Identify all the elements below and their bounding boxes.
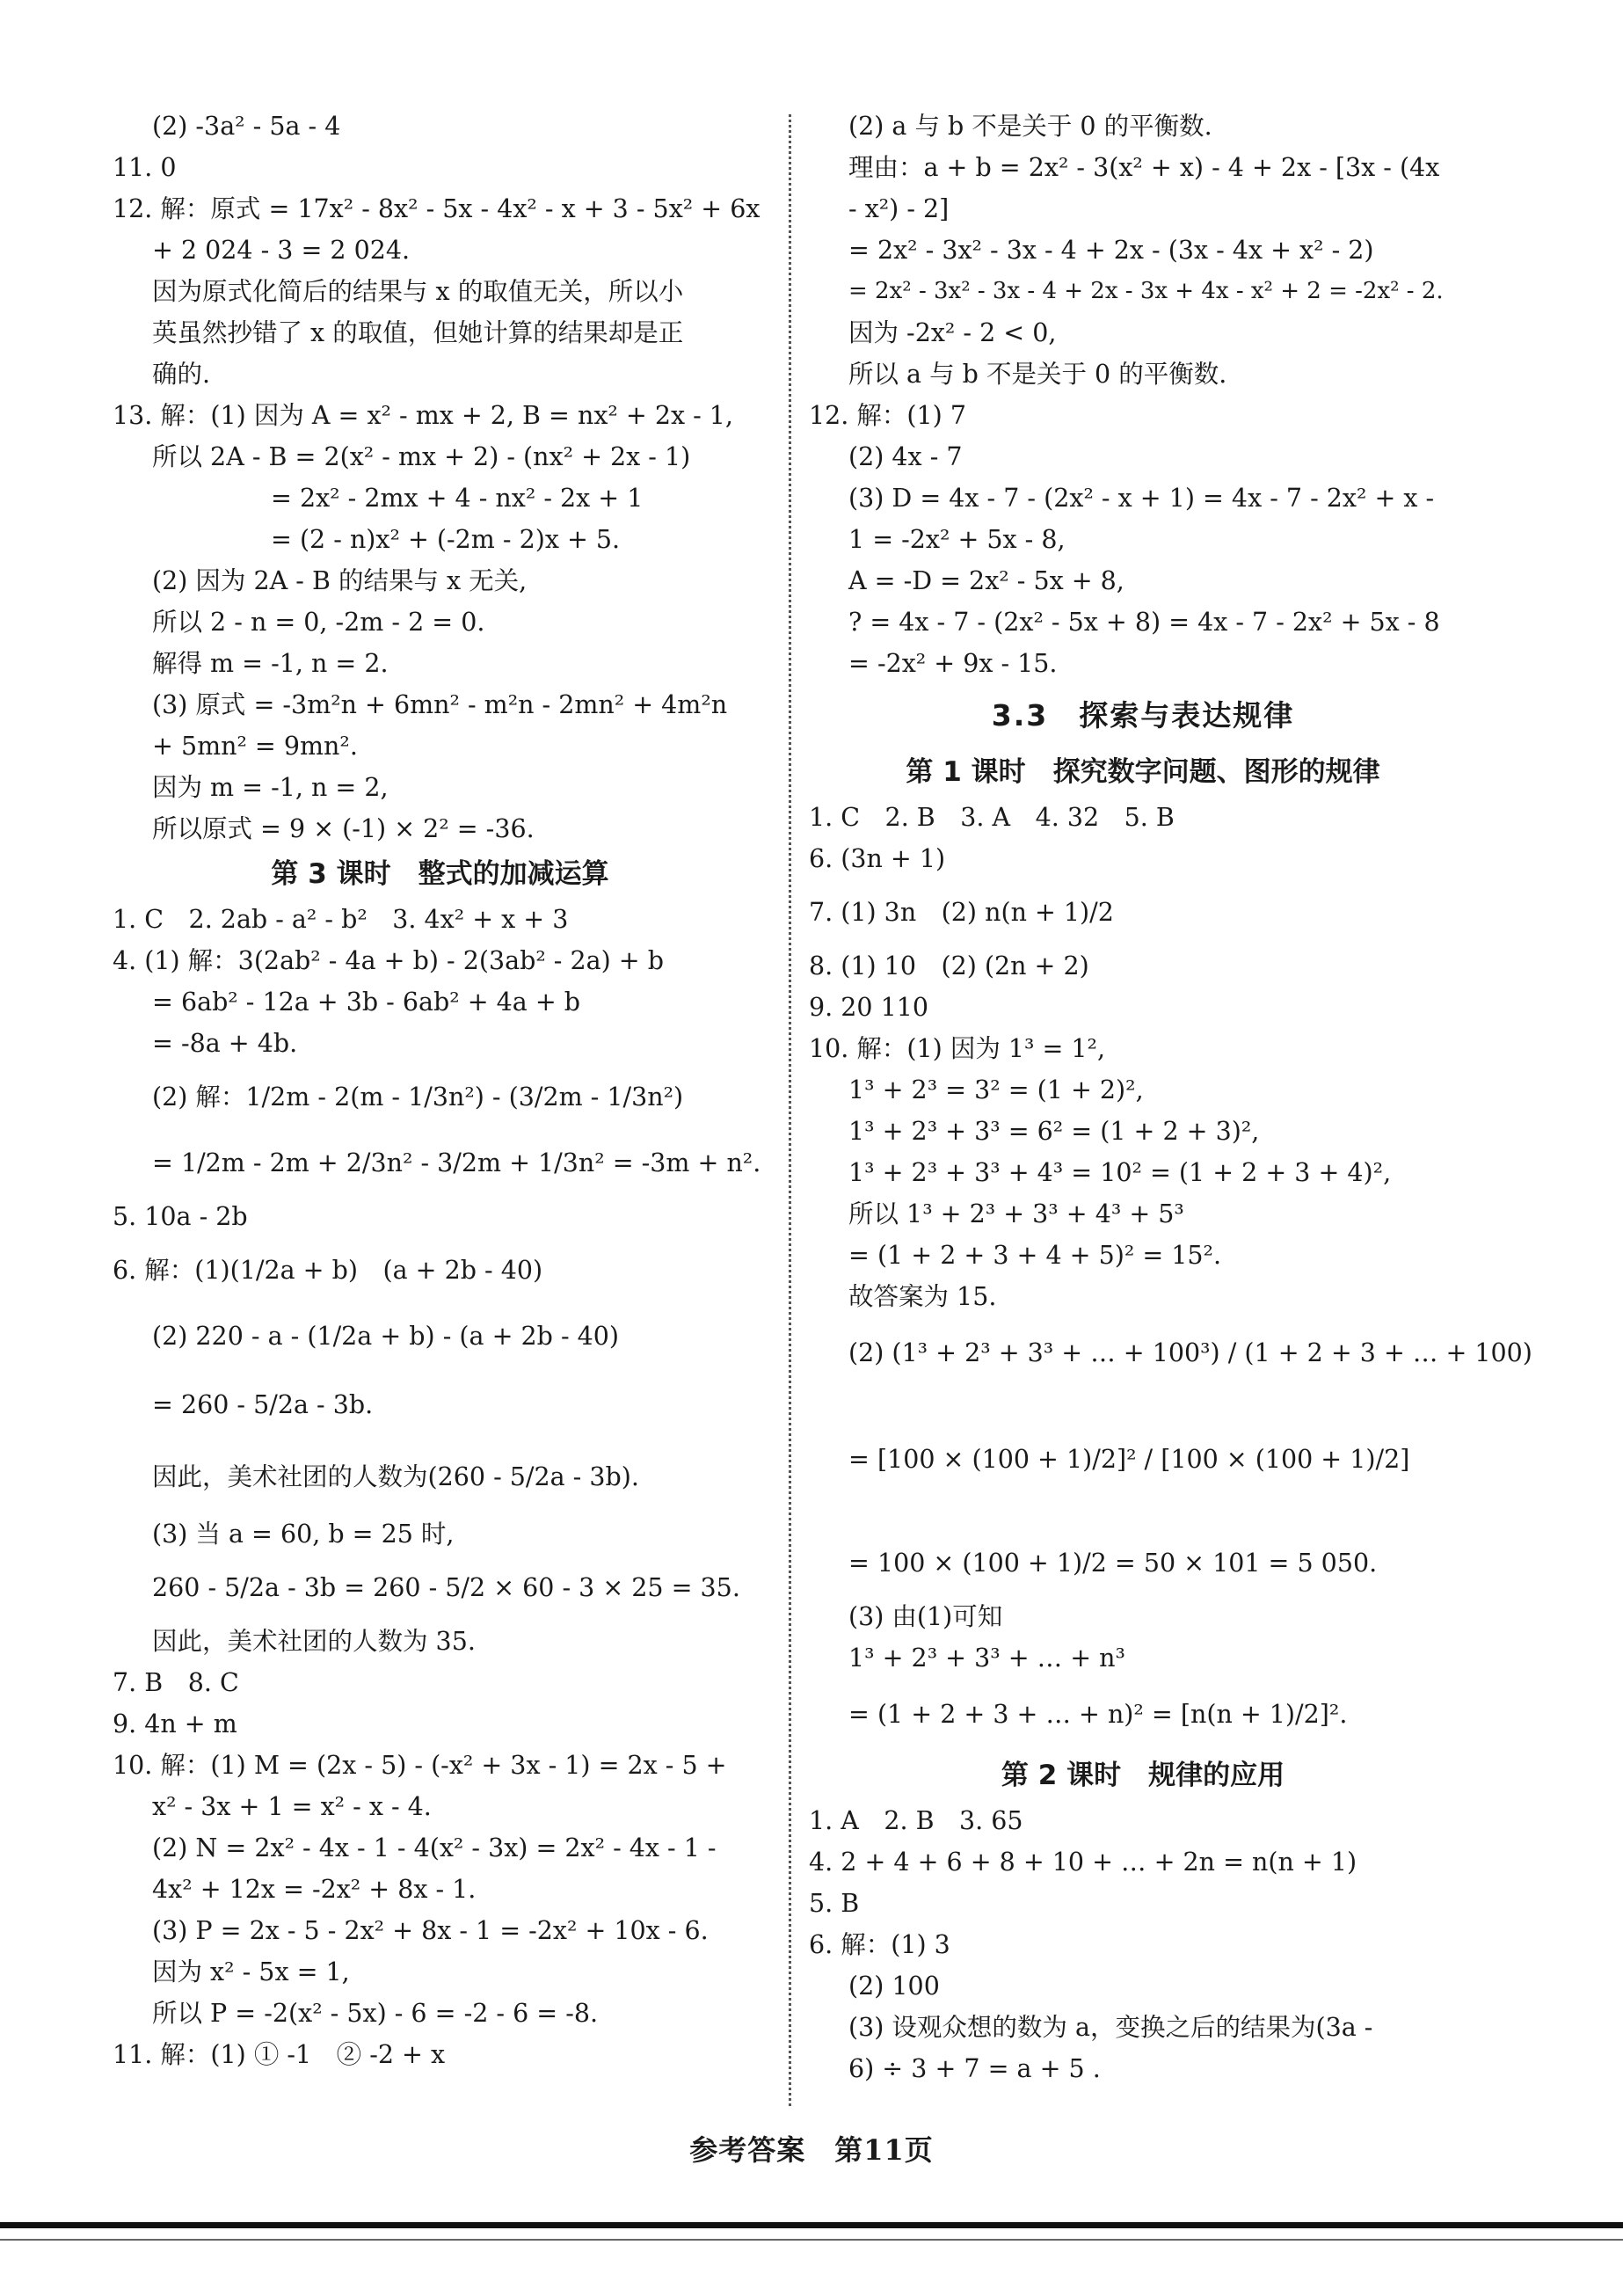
text-line: 6. 解：(1)(1/2a + b) (a + 2b - 40)	[113, 1256, 543, 1285]
page-footer: 参考答案 第11页	[689, 2133, 934, 2167]
text-line: 所以原式 = 9 × (-1) × 2² = -36.	[152, 814, 535, 843]
left-column	[113, 106, 768, 2075]
text-line: (3) 原式 = -3m²n + 6mn² - m²n - 2mn² + 4m²n	[152, 690, 728, 719]
text-line: 1³ + 2³ + 3³ + 4³ = 10² = (1 + 2 + 3 + 4)²,	[848, 1158, 1392, 1187]
text-line: (2) (1³ + 2³ + 3³ + … + 100³) / (1 + 2 + 3 + … + 100)	[848, 1338, 1532, 1367]
text-line: 1. C 2. 2ab - a² - b² 3. 4x² + x + 3	[113, 905, 569, 934]
text-line: (3) 设观众想的数为 a，变换之后的结果为(3a -	[848, 2013, 1373, 2042]
text-line: (2) N = 2x² - 4x - 1 - 4(x² - 3x) = 2x² - 4x - 1 -	[152, 1833, 717, 1862]
text-line: 1³ + 2³ + 3³ = 6² = (1 + 2 + 3)²,	[848, 1117, 1260, 1146]
text-line: 所以 a 与 b 不是关于 0 的平衡数.	[848, 360, 1227, 389]
text-line: = -8a + 4b.	[152, 1029, 298, 1058]
bottom-rule	[0, 2222, 1623, 2228]
section-heading: 3.3 探索与表达规律	[991, 698, 1295, 733]
text-line: (2) -3a² - 5a - 4	[152, 112, 341, 141]
text-line: 10. 解：(1) 因为 1³ = 1²,	[809, 1034, 1106, 1063]
right-column	[809, 106, 1532, 2089]
lesson-heading: 第 1 课时 探究数字问题、图形的规律	[906, 756, 1380, 788]
text-line: 确的.	[152, 360, 211, 389]
text-line: (2) 解：1/2m - 2(m - 1/3n²) - (3/2m - 1/3n²)	[152, 1082, 684, 1112]
text-line: 8. (1) 10 (2) (2n + 2)	[809, 951, 1089, 980]
text-line: = [100 × (100 + 1)/2]² / [100 × (100 + 1)/2]	[848, 1445, 1410, 1474]
text-line: 11. 0	[113, 153, 177, 182]
text-line: (3) P = 2x - 5 - 2x² + 8x - 1 = -2x² + 10x - 6.	[152, 1916, 709, 1945]
text-line: 4x² + 12x = -2x² + 8x - 1.	[152, 1875, 477, 1904]
text-line: 12. 解：原式 = 17x² - 8x² - 5x - 4x² - x + 3 - 5x² + 6x	[113, 194, 761, 223]
text-line: = 1/2m - 2m + 2/3n² - 3/2m + 1/3n² = -3m + n².	[152, 1148, 761, 1177]
text-line: 1³ + 2³ = 3² = (1 + 2)²,	[848, 1075, 1144, 1104]
text-line: 7. B 8. C	[113, 1668, 239, 1697]
text-line: 11. 解：(1) ① -1 ② -2 + x	[113, 2040, 446, 2069]
text-line: = 2x² - 2mx + 4 - nx² - 2x + 1	[271, 484, 644, 513]
text-line: 5. 10a - 2b	[113, 1202, 248, 1231]
text-line: = 6ab² - 12a + 3b - 6ab² + 4a + b	[152, 988, 581, 1017]
text-line: = -2x² + 9x - 15.	[848, 649, 1058, 678]
text-line: 4. (1) 解：3(2ab² - 4a + b) - 2(3ab² - 2a) + b	[113, 946, 664, 975]
text-line: 因为 x² - 5x = 1,	[152, 1957, 350, 1986]
text-line: 12. 解：(1) 7	[809, 401, 966, 430]
text-line: = (1 + 2 + 3 + … + n)² = [n(n + 1)/2]².	[848, 1700, 1348, 1729]
text-line: 理由：a + b = 2x² - 3(x² + x) - 4 + 2x - [3x - (4x	[848, 153, 1440, 182]
text-line: 因为 -2x² - 2 < 0,	[848, 318, 1057, 347]
lesson-heading: 第 3 课时 整式的加减运算	[271, 858, 609, 890]
bottom-rule-thin	[0, 2239, 1623, 2241]
text-line: 因此，美术社团的人数为 35.	[152, 1627, 476, 1656]
text-line: 4. 2 + 4 + 6 + 8 + 10 + … + 2n = n(n + 1)	[809, 1848, 1357, 1877]
text-line: 1. A 2. B 3. 65	[809, 1806, 1023, 1835]
text-line: 英虽然抄错了 x 的取值，但她计算的结果却是正	[152, 318, 684, 347]
text-line: (2) 220 - a - (1/2a + b) - (a + 2b - 40)	[152, 1322, 620, 1351]
text-line: = 2x² - 3x² - 3x - 4 + 2x - (3x - 4x + x² - 2)	[848, 236, 1374, 265]
text-line: = 260 - 5/2a - 3b.	[152, 1390, 374, 1419]
text-line: 1³ + 2³ + 3³ + … + n³	[848, 1644, 1125, 1673]
text-line: (2) 100	[848, 1972, 940, 2001]
text-line: 因为 m = -1, n = 2,	[152, 773, 389, 802]
text-line: 5. B	[809, 1889, 860, 1918]
lesson-heading: 第 2 课时 规律的应用	[1001, 1760, 1285, 1791]
text-line: 10. 解：(1) M = (2x - 5) - (-x² + 3x - 1) = 2x - 5 +	[113, 1751, 727, 1780]
text-line: 260 - 5/2a - 3b = 260 - 5/2 × 60 - 3 × 25 = 35.	[152, 1573, 740, 1602]
text-line: + 2 024 - 3 = 2 024.	[152, 236, 411, 265]
text-line: 6. (3n + 1)	[809, 844, 946, 873]
text-line: 所以 2A - B = 2(x² - mx + 2) - (nx² + 2x - 1)	[152, 442, 691, 471]
text-line: (3) D = 4x - 7 - (2x² - x + 1) = 4x - 7 - 2x² + x -	[848, 484, 1435, 513]
text-line: 所以 P = -2(x² - 5x) - 6 = -2 - 6 = -8.	[152, 1999, 599, 2028]
text-line: 所以 1³ + 2³ + 3³ + 4³ + 5³	[848, 1199, 1184, 1228]
text-line: 因此，美术社团的人数为(260 - 5/2a - 3b).	[152, 1462, 639, 1491]
text-line: - x²) - 2]	[848, 194, 950, 223]
text-line: (3) 由(1)可知	[848, 1602, 1003, 1631]
text-line: A = -D = 2x² - 5x + 8,	[848, 566, 1124, 595]
text-line: 解得 m = -1, n = 2.	[152, 649, 389, 678]
text-line: (2) 因为 2A - B 的结果与 x 无关,	[152, 566, 528, 595]
text-line: = 100 × (100 + 1)/2 = 50 × 101 = 5 050.	[848, 1549, 1378, 1578]
text-line: 7. (1) 3n (2) n(n + 1)/2	[809, 898, 1114, 927]
text-line: 9. 4n + m	[113, 1709, 237, 1738]
text-line: = (1 + 2 + 3 + 4 + 5)² = 15².	[848, 1241, 1222, 1270]
text-line: 6) ÷ 3 + 7 = a + 5 .	[848, 2054, 1101, 2083]
text-line: 因为原式化简后的结果与 x 的取值无关，所以小	[152, 277, 684, 306]
text-line: x² - 3x + 1 = x² - x - 4.	[152, 1792, 432, 1821]
text-line: ? = 4x - 7 - (2x² - 5x + 8) = 4x - 7 - 2x² + 5x - 8	[848, 608, 1440, 637]
text-line: 13. 解：(1) 因为 A = x² - mx + 2, B = nx² + 2x - 1,	[113, 401, 733, 430]
text-line: 9. 20 110	[809, 993, 928, 1022]
text-line: + 5mn² = 9mn².	[152, 732, 358, 761]
text-line: (3) 当 a = 60, b = 25 时,	[152, 1520, 455, 1549]
text-line: 1 = -2x² + 5x - 8,	[848, 525, 1066, 554]
text-line: = (2 - n)x² + (-2m - 2)x + 5.	[271, 525, 621, 554]
text-line: 6. 解：(1) 3	[809, 1930, 950, 1959]
text-line: (2) a 与 b 不是关于 0 的平衡数.	[848, 112, 1212, 141]
text-line: 所以 2 - n = 0, -2m - 2 = 0.	[152, 608, 485, 637]
column-divider	[789, 114, 791, 2106]
text-line: = 2x² - 3x² - 3x - 4 + 2x - 3x + 4x - x² + 2 = -2x² - 2.	[848, 278, 1444, 304]
text-line: 故答案为 15.	[848, 1282, 997, 1311]
text-line: 1. C 2. B 3. A 4. 32 5. B	[809, 803, 1175, 832]
text-line: (2) 4x - 7	[848, 442, 963, 471]
